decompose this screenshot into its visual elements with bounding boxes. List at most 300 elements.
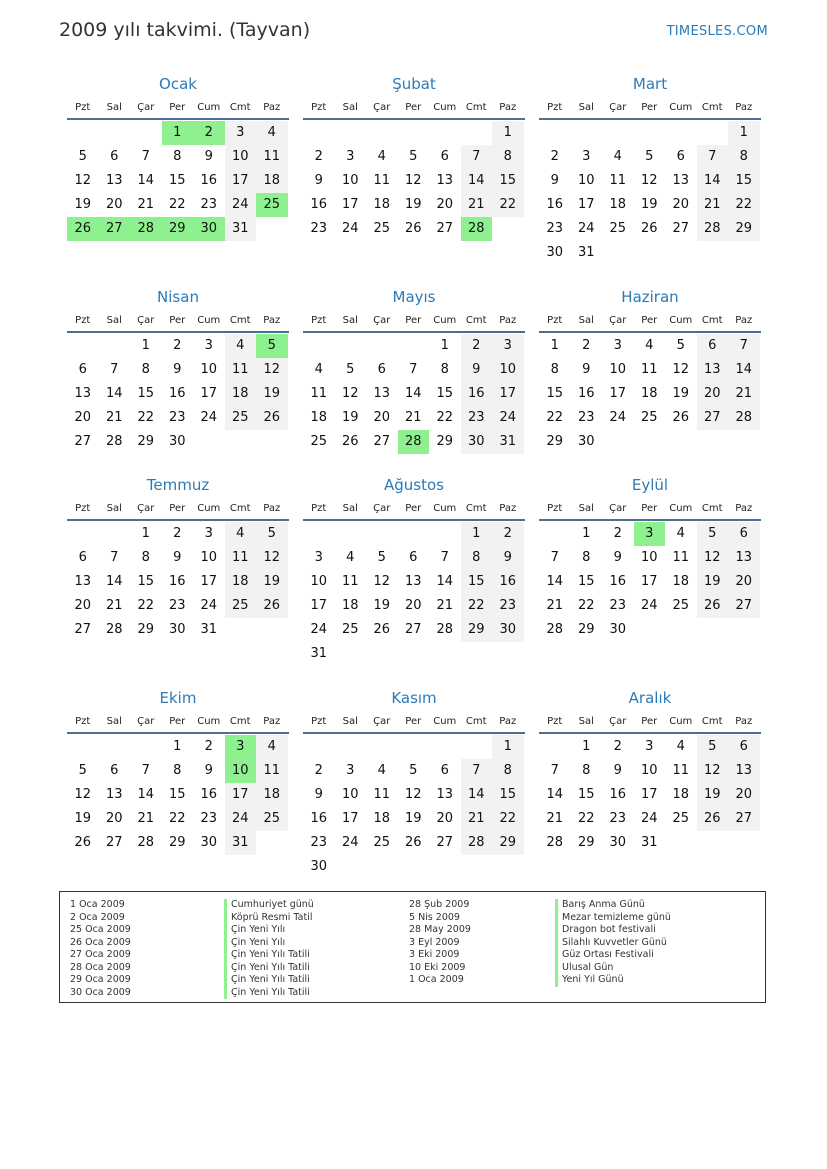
month-title: Aralık bbox=[628, 689, 672, 707]
legend-date: 1 Oca 2009 bbox=[409, 974, 464, 985]
day-cell: 1 bbox=[582, 739, 591, 754]
weekday-label: Cmt bbox=[229, 315, 251, 326]
weekday-label: Cum bbox=[669, 503, 693, 514]
legend-left-dates bbox=[70, 899, 131, 999]
day-cell: 23 bbox=[310, 835, 328, 850]
weekday-label: Cmt bbox=[465, 315, 487, 326]
day-grid bbox=[67, 522, 289, 642]
day-cell: 1 bbox=[141, 338, 150, 353]
day-cell: 15 bbox=[577, 787, 595, 802]
legend-holiday-name: Mezar temizleme günü bbox=[555, 912, 671, 925]
day-cell: 1 bbox=[173, 739, 182, 754]
day-cell: 29 bbox=[436, 434, 454, 449]
day-cell: 6 bbox=[440, 763, 449, 778]
day-cell: 7 bbox=[461, 145, 493, 169]
day-cell: 8 bbox=[440, 362, 449, 377]
day-cell: 23 bbox=[310, 221, 328, 236]
legend-holiday-name: Yeni Yıl Günü bbox=[555, 974, 671, 987]
weekday-label: Per bbox=[169, 716, 186, 727]
day-cell: 30 bbox=[577, 434, 595, 449]
day-cell: 3 bbox=[582, 149, 591, 164]
weekday-label: Paz bbox=[499, 716, 517, 727]
day-grid bbox=[303, 334, 525, 454]
day-cell: 29 bbox=[168, 835, 186, 850]
day-cell: 30 bbox=[200, 835, 218, 850]
weekday-label: Paz bbox=[263, 503, 281, 514]
day-cell: 23 bbox=[461, 406, 493, 430]
day-cell: 28 bbox=[398, 430, 430, 454]
day-cell: 31 bbox=[200, 622, 218, 637]
brand-link[interactable]: TIMESLES.COM bbox=[666, 24, 768, 39]
month-title: Şubat bbox=[392, 75, 436, 93]
empty-day bbox=[665, 121, 697, 145]
day-cell: 11 bbox=[672, 550, 690, 565]
day-cell: 5 bbox=[697, 735, 729, 759]
weekday-header bbox=[539, 499, 761, 521]
weekday-header bbox=[303, 712, 525, 734]
empty-day bbox=[634, 121, 666, 145]
day-cell: 4 bbox=[225, 522, 257, 546]
day-cell: 30 bbox=[168, 434, 186, 449]
weekday-header bbox=[303, 499, 525, 521]
day-cell: 12 bbox=[74, 787, 92, 802]
day-cell: 9 bbox=[173, 550, 182, 565]
day-cell: 24 bbox=[200, 410, 218, 425]
day-cell: 11 bbox=[672, 763, 690, 778]
day-cell: 8 bbox=[728, 145, 760, 169]
month-9 bbox=[539, 475, 761, 642]
day-cell: 2 bbox=[173, 526, 182, 541]
day-cell: 7 bbox=[550, 763, 559, 778]
empty-day bbox=[461, 735, 493, 759]
day-cell: 29 bbox=[728, 217, 760, 241]
weekday-label: Cmt bbox=[701, 503, 723, 514]
weekday-label: Cmt bbox=[229, 503, 251, 514]
day-cell: 26 bbox=[341, 434, 359, 449]
weekday-label: Pzt bbox=[547, 102, 563, 113]
empty-day bbox=[571, 121, 603, 145]
weekday-label: Pzt bbox=[547, 716, 563, 727]
day-cell: 19 bbox=[256, 570, 288, 594]
day-cell: 27 bbox=[99, 217, 131, 241]
day-cell: 4 bbox=[676, 526, 685, 541]
weekday-label: Sal bbox=[106, 503, 122, 514]
weekday-label: Per bbox=[169, 315, 186, 326]
day-cell: 8 bbox=[492, 759, 524, 783]
weekday-label: Cum bbox=[433, 503, 457, 514]
day-cell: 2 bbox=[193, 121, 225, 145]
day-cell: 27 bbox=[404, 622, 422, 637]
day-cell: 5 bbox=[256, 522, 288, 546]
day-cell: 13 bbox=[436, 173, 454, 188]
day-cell: 22 bbox=[492, 807, 524, 831]
empty-day bbox=[429, 735, 461, 759]
day-cell: 19 bbox=[404, 811, 422, 826]
weekday-label: Per bbox=[405, 315, 422, 326]
day-cell: 4 bbox=[256, 735, 288, 759]
day-cell: 5 bbox=[645, 149, 654, 164]
weekday-header bbox=[303, 98, 525, 120]
month-3 bbox=[539, 74, 761, 265]
legend-date: 3 Eyl 2009 bbox=[409, 936, 460, 948]
month-12 bbox=[539, 688, 761, 855]
day-cell: 27 bbox=[728, 807, 760, 831]
weekday-label: Pzt bbox=[75, 716, 91, 727]
day-cell: 24 bbox=[640, 598, 658, 613]
weekday-label: Cum bbox=[669, 102, 693, 113]
day-cell: 10 bbox=[341, 787, 359, 802]
empty-day bbox=[398, 121, 430, 145]
weekday-label: Cum bbox=[669, 315, 693, 326]
day-cell: 21 bbox=[105, 410, 123, 425]
day-cell: 30 bbox=[193, 217, 225, 241]
weekday-label: Cum bbox=[433, 102, 457, 113]
day-cell: 19 bbox=[697, 570, 729, 594]
day-cell: 17 bbox=[609, 386, 627, 401]
weekday-label: Çar bbox=[137, 716, 155, 727]
weekday-label: Sal bbox=[342, 315, 358, 326]
weekday-label: Cmt bbox=[465, 503, 487, 514]
legend-right-names bbox=[555, 899, 671, 987]
day-cell: 29 bbox=[461, 618, 493, 642]
day-cell: 19 bbox=[697, 783, 729, 807]
day-cell: 15 bbox=[492, 783, 524, 807]
day-cell: 13 bbox=[728, 546, 760, 570]
holiday-legend bbox=[59, 891, 766, 1003]
day-cell: 14 bbox=[137, 173, 155, 188]
weekday-label: Çar bbox=[373, 716, 391, 727]
day-cell: 22 bbox=[436, 410, 454, 425]
day-cell: 1 bbox=[550, 338, 559, 353]
day-cell: 15 bbox=[461, 570, 493, 594]
weekday-label: Per bbox=[405, 716, 422, 727]
day-cell: 10 bbox=[609, 362, 627, 377]
weekday-label: Çar bbox=[609, 716, 627, 727]
legend-holiday-name: Barış Anma Günü bbox=[555, 899, 671, 912]
day-cell: 19 bbox=[373, 598, 391, 613]
day-cell: 16 bbox=[546, 197, 564, 212]
weekday-label: Paz bbox=[735, 315, 753, 326]
empty-day bbox=[429, 522, 461, 546]
day-cell: 25 bbox=[640, 410, 658, 425]
day-cell: 3 bbox=[613, 338, 622, 353]
weekday-label: Sal bbox=[578, 503, 594, 514]
empty-day bbox=[398, 735, 430, 759]
day-cell: 7 bbox=[697, 145, 729, 169]
empty-day bbox=[130, 121, 162, 145]
day-cell: 16 bbox=[200, 787, 218, 802]
day-cell: 6 bbox=[697, 334, 729, 358]
day-cell: 25 bbox=[672, 598, 690, 613]
day-cell: 18 bbox=[225, 570, 257, 594]
day-cell: 14 bbox=[461, 169, 493, 193]
day-cell: 10 bbox=[310, 574, 328, 589]
day-cell: 18 bbox=[256, 783, 288, 807]
day-cell: 13 bbox=[404, 574, 422, 589]
day-cell: 18 bbox=[256, 169, 288, 193]
day-cell: 4 bbox=[377, 149, 386, 164]
day-cell: 15 bbox=[168, 787, 186, 802]
day-cell: 22 bbox=[546, 410, 564, 425]
day-cell: 23 bbox=[577, 410, 595, 425]
day-cell: 20 bbox=[728, 783, 760, 807]
day-cell: 8 bbox=[550, 362, 559, 377]
day-cell: 13 bbox=[105, 787, 123, 802]
weekday-label: Çar bbox=[137, 503, 155, 514]
legend-holiday-name: Çin Yeni Yılı bbox=[224, 937, 314, 950]
day-cell: 23 bbox=[200, 197, 218, 212]
day-cell: 15 bbox=[168, 173, 186, 188]
day-grid bbox=[539, 735, 761, 855]
weekday-header bbox=[67, 98, 289, 120]
day-cell: 18 bbox=[341, 598, 359, 613]
day-cell: 11 bbox=[373, 173, 391, 188]
day-cell: 29 bbox=[577, 835, 595, 850]
day-cell: 25 bbox=[225, 406, 257, 430]
day-cell: 10 bbox=[640, 550, 658, 565]
day-cell: 24 bbox=[225, 193, 257, 217]
day-cell: 7 bbox=[110, 362, 119, 377]
day-cell: 17 bbox=[341, 811, 359, 826]
day-grid bbox=[539, 334, 761, 454]
day-cell: 28 bbox=[137, 835, 155, 850]
day-cell: 5 bbox=[78, 149, 87, 164]
day-cell: 28 bbox=[728, 406, 760, 430]
day-cell: 31 bbox=[310, 646, 328, 661]
empty-day bbox=[398, 334, 430, 358]
day-cell: 26 bbox=[373, 622, 391, 637]
day-grid bbox=[67, 121, 289, 241]
day-cell: 29 bbox=[577, 622, 595, 637]
weekday-label: Çar bbox=[137, 315, 155, 326]
weekday-label: Sal bbox=[342, 503, 358, 514]
day-cell: 30 bbox=[609, 835, 627, 850]
day-cell: 21 bbox=[697, 193, 729, 217]
day-cell: 23 bbox=[609, 598, 627, 613]
day-cell: 2 bbox=[492, 522, 524, 546]
day-cell: 13 bbox=[672, 173, 690, 188]
weekday-label: Sal bbox=[578, 102, 594, 113]
day-cell: 9 bbox=[550, 173, 559, 188]
day-grid bbox=[303, 121, 525, 241]
day-cell: 9 bbox=[613, 550, 622, 565]
day-cell: 20 bbox=[404, 598, 422, 613]
day-cell: 1 bbox=[492, 735, 524, 759]
day-cell: 9 bbox=[314, 787, 323, 802]
month-8 bbox=[303, 475, 525, 666]
day-cell: 25 bbox=[672, 811, 690, 826]
empty-day bbox=[67, 121, 99, 145]
weekday-label: Pzt bbox=[547, 503, 563, 514]
day-cell: 29 bbox=[546, 434, 564, 449]
weekday-label: Paz bbox=[735, 102, 753, 113]
day-cell: 15 bbox=[436, 386, 454, 401]
legend-date: 29 Oca 2009 bbox=[70, 974, 131, 985]
day-cell: 20 bbox=[436, 197, 454, 212]
weekday-label: Çar bbox=[609, 315, 627, 326]
day-cell: 1 bbox=[728, 121, 760, 145]
day-cell: 12 bbox=[256, 546, 288, 570]
weekday-label: Sal bbox=[106, 315, 122, 326]
day-cell: 20 bbox=[105, 197, 123, 212]
day-cell: 20 bbox=[697, 382, 729, 406]
day-cell: 24 bbox=[577, 221, 595, 236]
day-cell: 7 bbox=[141, 149, 150, 164]
day-cell: 3 bbox=[204, 338, 213, 353]
day-cell: 10 bbox=[341, 173, 359, 188]
day-cell: 16 bbox=[310, 197, 328, 212]
day-grid bbox=[67, 334, 289, 454]
day-cell: 24 bbox=[640, 811, 658, 826]
weekday-label: Çar bbox=[373, 503, 391, 514]
empty-day bbox=[461, 121, 493, 145]
day-cell: 17 bbox=[341, 197, 359, 212]
day-cell: 26 bbox=[640, 221, 658, 236]
day-cell: 28 bbox=[461, 831, 493, 855]
day-cell: 23 bbox=[168, 410, 186, 425]
day-cell: 22 bbox=[577, 811, 595, 826]
month-title: Haziran bbox=[621, 288, 679, 306]
day-cell: 17 bbox=[225, 169, 257, 193]
day-cell: 13 bbox=[697, 358, 729, 382]
day-cell: 23 bbox=[609, 811, 627, 826]
weekday-label: Per bbox=[405, 503, 422, 514]
day-cell: 16 bbox=[168, 574, 186, 589]
day-cell: 26 bbox=[67, 217, 99, 241]
day-cell: 18 bbox=[672, 574, 690, 589]
month-10 bbox=[67, 688, 289, 855]
month-6 bbox=[539, 287, 761, 454]
day-cell: 30 bbox=[461, 430, 493, 454]
day-cell: 6 bbox=[110, 763, 119, 778]
day-cell: 6 bbox=[110, 149, 119, 164]
day-cell: 22 bbox=[461, 594, 493, 618]
day-cell: 13 bbox=[74, 386, 92, 401]
day-cell: 8 bbox=[582, 550, 591, 565]
day-cell: 10 bbox=[640, 763, 658, 778]
day-cell: 26 bbox=[404, 835, 422, 850]
day-cell: 18 bbox=[609, 197, 627, 212]
day-cell: 28 bbox=[697, 217, 729, 241]
day-cell: 12 bbox=[404, 787, 422, 802]
day-cell: 3 bbox=[346, 763, 355, 778]
day-cell: 15 bbox=[137, 386, 155, 401]
day-cell: 6 bbox=[728, 522, 760, 546]
day-grid bbox=[67, 735, 289, 855]
day-cell: 24 bbox=[341, 835, 359, 850]
month-4 bbox=[67, 287, 289, 454]
legend-date: 3 Eki 2009 bbox=[409, 949, 460, 960]
weekday-header bbox=[67, 499, 289, 521]
weekday-label: Sal bbox=[578, 716, 594, 727]
day-cell: 24 bbox=[609, 410, 627, 425]
day-cell: 11 bbox=[225, 546, 257, 570]
weekday-header bbox=[539, 98, 761, 120]
day-cell: 9 bbox=[173, 362, 182, 377]
day-cell: 8 bbox=[173, 763, 182, 778]
day-cell: 11 bbox=[256, 145, 288, 169]
day-cell: 4 bbox=[225, 334, 257, 358]
day-cell: 12 bbox=[74, 173, 92, 188]
day-grid bbox=[539, 121, 761, 265]
day-cell: 29 bbox=[162, 217, 194, 241]
legend-date: 27 Oca 2009 bbox=[70, 949, 131, 960]
weekday-label: Paz bbox=[263, 315, 281, 326]
day-cell: 21 bbox=[728, 382, 760, 406]
day-cell: 24 bbox=[225, 807, 257, 831]
weekday-label: Cum bbox=[197, 315, 221, 326]
weekday-label: Pzt bbox=[311, 503, 327, 514]
weekday-header bbox=[539, 311, 761, 333]
day-cell: 16 bbox=[577, 386, 595, 401]
weekday-label: Cum bbox=[197, 102, 221, 113]
weekday-label: Cum bbox=[669, 716, 693, 727]
day-cell: 11 bbox=[225, 358, 257, 382]
day-grid bbox=[303, 735, 525, 879]
day-cell: 5 bbox=[346, 362, 355, 377]
day-cell: 14 bbox=[461, 783, 493, 807]
month-title: Ağustos bbox=[384, 476, 444, 494]
month-2 bbox=[303, 74, 525, 241]
weekday-label: Pzt bbox=[75, 503, 91, 514]
legend-date: 30 Oca 2009 bbox=[70, 986, 131, 998]
legend-date: 25 Oca 2009 bbox=[70, 924, 131, 935]
day-cell: 25 bbox=[256, 807, 288, 831]
weekday-label: Cmt bbox=[701, 102, 723, 113]
day-cell: 3 bbox=[492, 334, 524, 358]
weekday-label: Cmt bbox=[465, 102, 487, 113]
day-cell: 7 bbox=[461, 759, 493, 783]
legend-holiday-name: Çin Yeni Yılı Tatili bbox=[224, 962, 314, 975]
day-cell: 29 bbox=[137, 434, 155, 449]
day-cell: 22 bbox=[728, 193, 760, 217]
day-cell: 20 bbox=[74, 598, 92, 613]
day-cell: 13 bbox=[373, 386, 391, 401]
day-cell: 14 bbox=[546, 574, 564, 589]
day-cell: 12 bbox=[697, 546, 729, 570]
day-cell: 17 bbox=[492, 382, 524, 406]
legend-date: 28 Şub 2009 bbox=[409, 899, 470, 910]
day-cell: 28 bbox=[130, 217, 162, 241]
empty-day bbox=[99, 735, 131, 759]
empty-day bbox=[366, 334, 398, 358]
legend-date: 2 Oca 2009 bbox=[70, 911, 125, 923]
day-cell: 10 bbox=[577, 173, 595, 188]
day-cell: 9 bbox=[314, 173, 323, 188]
day-cell: 27 bbox=[672, 221, 690, 236]
empty-day bbox=[303, 334, 335, 358]
page-title: 2009 yılı takvimi. (Tayvan) bbox=[59, 19, 311, 41]
weekday-label: Cmt bbox=[701, 716, 723, 727]
weekday-header bbox=[67, 311, 289, 333]
day-cell: 4 bbox=[314, 362, 323, 377]
day-cell: 4 bbox=[256, 121, 288, 145]
day-cell: 21 bbox=[137, 197, 155, 212]
day-cell: 6 bbox=[728, 735, 760, 759]
day-cell: 12 bbox=[256, 358, 288, 382]
weekday-label: Paz bbox=[499, 102, 517, 113]
day-cell: 5 bbox=[697, 522, 729, 546]
day-cell: 2 bbox=[613, 739, 622, 754]
day-cell: 15 bbox=[577, 574, 595, 589]
day-cell: 20 bbox=[74, 410, 92, 425]
day-cell: 25 bbox=[341, 622, 359, 637]
day-cell: 27 bbox=[697, 406, 729, 430]
weekday-label: Pzt bbox=[311, 716, 327, 727]
empty-day bbox=[366, 522, 398, 546]
day-cell: 6 bbox=[377, 362, 386, 377]
day-cell: 19 bbox=[672, 386, 690, 401]
